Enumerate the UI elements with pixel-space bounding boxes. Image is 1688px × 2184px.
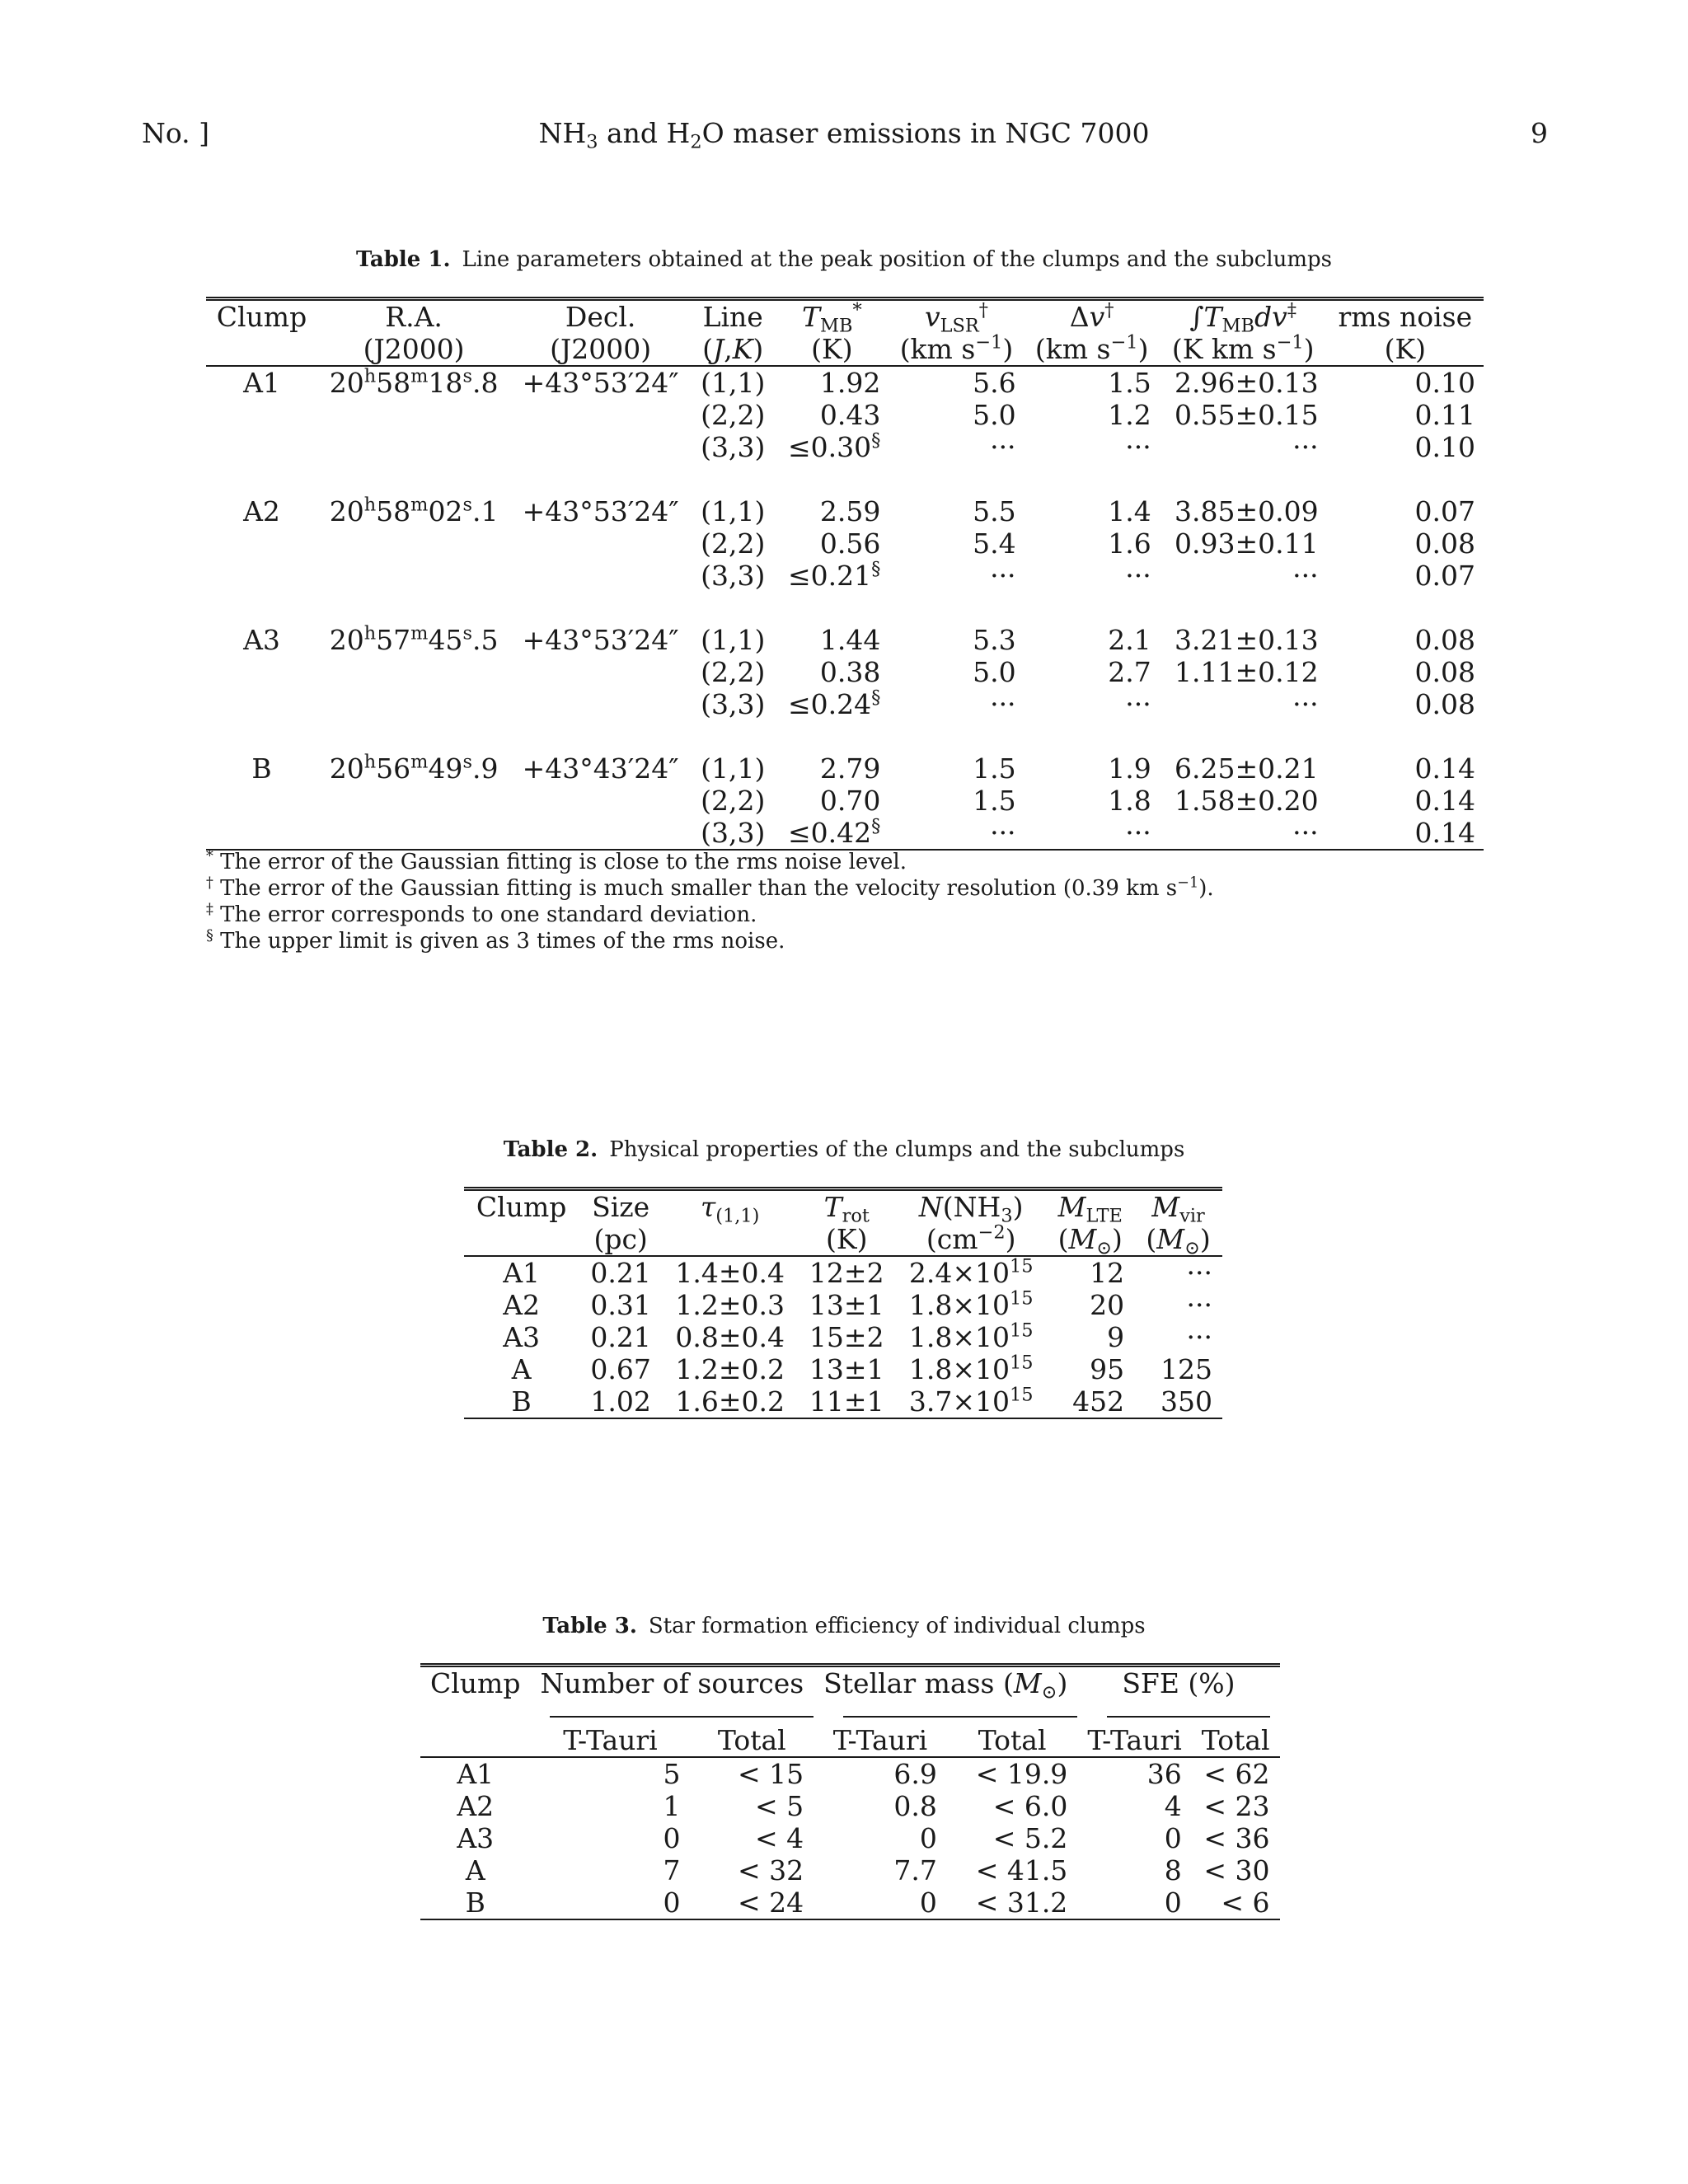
- footnote-2: † The error of the Gaussian fitting is much smaller than the velocity resolution (0.39 km $s^{-1}$).: [206, 874, 1214, 901]
- table-cell: [317, 817, 510, 850]
- table-cell: < 36: [1203, 1822, 1270, 1854]
- table-cell: 1.2±0.2: [675, 1353, 785, 1385]
- t3-sub-ttauri-1: T-Tauri: [563, 1724, 658, 1756]
- table1-units-row: [206, 333, 1484, 366]
- table-cell: 36: [1146, 1758, 1182, 1790]
- table-cell: 0: [919, 1822, 937, 1854]
- table-cell: 350: [1160, 1385, 1212, 1418]
- table-cell: $1.8\times 10^{15}$: [908, 1352, 1034, 1385]
- table-cell: 0.08: [1414, 624, 1475, 656]
- table-cell: [206, 431, 317, 463]
- t2-unit-mvir: $(M_⊙)$: [1146, 1223, 1211, 1259]
- table-cell: 452: [1072, 1385, 1125, 1418]
- table-cell: A2: [503, 1289, 541, 1321]
- table-cell: [510, 431, 691, 463]
- table-cell: [317, 399, 510, 431]
- table-cell: [206, 785, 317, 817]
- table-cell: 2.1: [1108, 624, 1151, 656]
- table1-header-row: [206, 299, 1484, 334]
- table-cell: (1,1): [701, 495, 766, 527]
- running-header-title: $NH_3$ and $H_2O$ maser emissions in NGC 7000: [538, 117, 1150, 153]
- table-cell: 1.4: [1108, 495, 1151, 527]
- table-row: [420, 1822, 1280, 1854]
- table-row: [420, 1757, 1280, 1790]
- table-cell: B: [511, 1385, 532, 1418]
- table-cell: 0.11: [1414, 399, 1475, 431]
- table-cell: A1: [503, 1257, 541, 1289]
- table-cell: +43°53′24″: [522, 495, 679, 527]
- table-cell: 4: [1164, 1790, 1182, 1822]
- table-cell: (2,2): [701, 527, 766, 560]
- table2-body: [464, 1256, 1222, 1418]
- table-row: [464, 1289, 1222, 1321]
- table-cell: 0: [663, 1886, 681, 1919]
- table-cell: 0.43: [819, 399, 881, 431]
- table-cell: 1.11±0.12: [1174, 656, 1319, 688]
- table-cell: [317, 560, 510, 592]
- table-cell: 1: [663, 1790, 681, 1822]
- table-cell: 0.08: [1414, 688, 1475, 720]
- t3-sub-ttauri-3: T-Tauri: [1087, 1724, 1182, 1756]
- t1-unit-dv: (km $s^{-1}$): [1034, 331, 1149, 365]
- t2-col-clump: Clump: [476, 1191, 567, 1223]
- table-cell: (3,3): [701, 560, 766, 592]
- table3-caption: [0, 1614, 1688, 1638]
- t3-group-stellar-mass: Stellar mass $(M_⊙)$: [823, 1667, 1068, 1704]
- table-cell: < 4: [755, 1822, 804, 1854]
- table2-caption-text: Physical properties of the clumps and the subclumps: [609, 1137, 1185, 1162]
- table-cell: A3: [243, 624, 280, 656]
- footnote-1-text: The error of the Gaussian fitting is close to the rms noise level.: [220, 850, 907, 874]
- table-cell: [206, 527, 317, 560]
- t2-col-tau: $\tau_{(1,1)}$: [700, 1191, 760, 1227]
- table-cell: 5.3: [973, 624, 1016, 656]
- table-cell: 0.31: [590, 1289, 651, 1321]
- table-cell: 0.70: [819, 785, 881, 817]
- table-row: [420, 1854, 1280, 1886]
- t3-sub-total-3: Total: [1201, 1724, 1270, 1756]
- table-cell: A: [465, 1854, 485, 1886]
- table-cell: ···: [1292, 817, 1319, 849]
- table-cell: 20$^h$58$^m$02$^s$.1: [329, 494, 499, 527]
- table-cell: A3: [457, 1822, 495, 1854]
- t3-sub-ttauri-2: T-Tauri: [832, 1724, 928, 1756]
- table-cell: < 62: [1203, 1758, 1270, 1790]
- table3: [420, 1663, 1280, 1920]
- table-cell: B: [251, 752, 272, 785]
- table-cell: 1.4±0.4: [675, 1257, 785, 1289]
- t2-col-mvir: $M_{vir}$: [1151, 1191, 1205, 1227]
- table-cell: 1.8: [1108, 785, 1151, 817]
- t3-col-clump: Clump: [430, 1667, 521, 1699]
- table-cell: [317, 688, 510, 720]
- table-row: [206, 431, 1484, 463]
- table-row: [206, 785, 1484, 817]
- table-row: [420, 1790, 1280, 1822]
- table-cell: $1.8\times 10^{15}$: [908, 1287, 1034, 1321]
- table-row: [206, 495, 1484, 527]
- table-cell: ···: [1125, 431, 1151, 463]
- t1-col-rms: rms noise: [1338, 301, 1473, 333]
- table-cell: 0.14: [1414, 785, 1475, 817]
- table-cell: [510, 527, 691, 560]
- table-cell: 5: [663, 1758, 681, 1790]
- table-row: [464, 1256, 1222, 1289]
- table2-caption: [0, 1137, 1688, 1162]
- table3-group-row: [420, 1666, 1280, 1700]
- table-cell: 5.0: [973, 656, 1016, 688]
- table-cell: ···: [1186, 1321, 1212, 1353]
- table1-caption-text: Line parameters obtained at the peak position of the clumps and the subclumps: [462, 247, 1332, 272]
- table-cell: +43°43′24″: [522, 752, 679, 785]
- table-cell: 11±1: [809, 1385, 884, 1418]
- table-cell: 7.7: [893, 1854, 937, 1886]
- table-cell: [206, 688, 317, 720]
- table-cell: 2.96±0.13: [1174, 367, 1319, 399]
- table-cell: 0.10: [1414, 431, 1475, 463]
- table-row: [464, 1353, 1222, 1385]
- table-cell: (3,3): [701, 431, 766, 463]
- table-cell: < 15: [738, 1758, 804, 1790]
- table-cell: 0.14: [1414, 752, 1475, 785]
- table-cell: 0.56: [819, 527, 881, 560]
- table-row: [206, 560, 1484, 592]
- footnote-3-text: The error corresponds to one standard deviation.: [220, 902, 757, 927]
- table1-caption: [0, 247, 1688, 272]
- t1-col-dv: Δv†: [1069, 299, 1114, 333]
- table-cell: ···: [1292, 431, 1319, 463]
- t3-sub-total-2: Total: [978, 1724, 1047, 1756]
- table2-label: Table 2.: [503, 1137, 598, 1162]
- table-cell: < 23: [1203, 1790, 1270, 1822]
- table-cell: A3: [503, 1321, 541, 1353]
- t1-unit-ra: (J2000): [363, 333, 465, 365]
- table-cell: +43°53′24″: [522, 624, 679, 656]
- table1-spacer: [206, 463, 1484, 495]
- table2-units-row: [464, 1223, 1222, 1256]
- table-cell: (3,3): [701, 688, 766, 720]
- table-cell: ···: [990, 817, 1016, 849]
- t2-col-mlte: $M_{LTE}$: [1057, 1191, 1123, 1227]
- table-cell: ···: [1292, 688, 1319, 720]
- table-cell: 1.6: [1108, 527, 1151, 560]
- table-cell: ···: [990, 688, 1016, 720]
- table-cell: [510, 817, 691, 850]
- t1-unit-line: (J,K): [702, 333, 764, 365]
- table-cell: (2,2): [701, 399, 766, 431]
- table-cell: 0.07: [1414, 495, 1475, 527]
- table-cell: 1.5: [973, 752, 1016, 785]
- table-row: [206, 527, 1484, 560]
- table-cell: ···: [1292, 560, 1319, 592]
- table-cell: A2: [243, 495, 280, 527]
- table-cell: 0.14: [1414, 817, 1475, 849]
- table-cell: < 24: [738, 1886, 804, 1919]
- table-cell: 5.6: [973, 367, 1016, 399]
- table-cell: [206, 656, 317, 688]
- t1-col-clump: Clump: [216, 301, 307, 333]
- table-cell: < 31.2: [975, 1886, 1068, 1919]
- table-cell: 0.8±0.4: [675, 1321, 785, 1353]
- footnote-4-text: The upper limit is given as 3 times of the rms noise.: [220, 929, 785, 954]
- table1-spacer: [206, 592, 1484, 624]
- table-cell: ≤0.42§: [788, 815, 881, 849]
- table-cell: $2.4\times 10^{15}$: [908, 1255, 1034, 1289]
- table-cell: A: [511, 1353, 532, 1385]
- table-cell: 125: [1160, 1353, 1212, 1385]
- table-cell: (1,1): [701, 752, 766, 785]
- table-cell: [317, 527, 510, 560]
- t3-group-rule-1: [550, 1706, 814, 1718]
- table-cell: B: [465, 1886, 485, 1919]
- table-cell: 0.8: [893, 1790, 937, 1822]
- t2-unit-mlte: $(M_⊙)$: [1057, 1223, 1123, 1259]
- table-cell: 8: [1164, 1854, 1182, 1886]
- table-cell: < 41.5: [975, 1854, 1068, 1886]
- page-number: 9: [1531, 117, 1548, 149]
- table-cell: 15±2: [809, 1321, 884, 1353]
- table-cell: [206, 560, 317, 592]
- table-cell: 0.08: [1414, 527, 1475, 560]
- table-cell: < 30: [1203, 1854, 1270, 1886]
- table-cell: ···: [990, 431, 1016, 463]
- table-row: [206, 817, 1484, 850]
- table-cell: ···: [1125, 560, 1151, 592]
- table-cell: 20$^h$58$^m$18$^s$.8: [329, 365, 499, 399]
- table-cell: 0.08: [1414, 656, 1475, 688]
- table-cell: < 5.2: [992, 1822, 1068, 1854]
- footnote-3: ‡ The error corresponds to one standard deviation.: [206, 901, 757, 927]
- table-cell: [510, 399, 691, 431]
- table1-body: [206, 366, 1484, 850]
- table-cell: A2: [457, 1790, 495, 1822]
- table1-footnotes: [206, 849, 1214, 954]
- table-cell: 5.5: [973, 495, 1016, 527]
- table-row: [206, 656, 1484, 688]
- table-cell: 0.07: [1414, 560, 1475, 592]
- table-cell: 5.4: [973, 527, 1016, 560]
- t2-unit-trot: (K): [826, 1223, 868, 1255]
- t1-unit-rms: (K): [1384, 333, 1426, 365]
- t2-unit-column-density: $(cm^{-2})$: [926, 1221, 1016, 1255]
- table-cell: +43°53′24″: [522, 367, 679, 399]
- table-cell: [317, 656, 510, 688]
- table-cell: $1.8\times 10^{15}$: [908, 1319, 1034, 1353]
- table-cell: 6.9: [893, 1758, 937, 1790]
- table-cell: 1.2: [1108, 399, 1151, 431]
- table-cell: 6.25±0.21: [1174, 752, 1319, 785]
- table-row: [206, 752, 1484, 785]
- t3-group-rule-2: [843, 1706, 1077, 1718]
- table1-spacer: [206, 720, 1484, 752]
- table-cell: < 6: [1221, 1886, 1270, 1919]
- table-cell: A1: [243, 367, 280, 399]
- table-cell: (1,1): [701, 624, 766, 656]
- table-cell: A1: [457, 1758, 495, 1790]
- table-cell: (3,3): [701, 817, 766, 849]
- t1-col-decl: Decl.: [565, 301, 636, 333]
- table-cell: $3.7\times 10^{15}$: [908, 1384, 1034, 1418]
- table-cell: [510, 785, 691, 817]
- table-cell: 0: [1164, 1822, 1182, 1854]
- table-cell: 3.21±0.13: [1174, 624, 1319, 656]
- table-cell: (2,2): [701, 656, 766, 688]
- table-row: [206, 366, 1484, 399]
- table-cell: < 6.0: [992, 1790, 1068, 1822]
- table-cell: 7: [663, 1854, 681, 1886]
- table-cell: [206, 399, 317, 431]
- table-cell: 0.93±0.11: [1174, 527, 1319, 560]
- table-cell: ···: [1125, 817, 1151, 849]
- table-cell: < 19.9: [975, 1758, 1068, 1790]
- table1: [206, 297, 1484, 851]
- table-cell: [510, 688, 691, 720]
- table-cell: 12±2: [809, 1257, 884, 1289]
- table-cell: (2,2): [701, 785, 766, 817]
- t1-col-integral: $\int T_{MB}dv^\ddagger$: [1189, 299, 1297, 337]
- t3-sub-total-1: Total: [717, 1724, 786, 1756]
- table-cell: (1,1): [701, 367, 766, 399]
- table-cell: 20$^h$57$^m$45$^s$.5: [329, 622, 499, 656]
- footnote-4: § The upper limit is given as 3 times of the rms noise.: [206, 927, 785, 954]
- table-row: [206, 624, 1484, 656]
- table-cell: 1.9: [1108, 752, 1151, 785]
- table-cell: ···: [1186, 1257, 1212, 1289]
- table-cell: 20: [1090, 1289, 1125, 1321]
- running-header-left: No. ]: [142, 117, 210, 149]
- t1-col-vlsr: $v_{LSR}^\dagger$: [924, 299, 988, 337]
- table-cell: [510, 656, 691, 688]
- table-cell: 1.92: [819, 367, 881, 399]
- table2: [464, 1187, 1222, 1419]
- table-cell: 1.44: [819, 624, 881, 656]
- table-cell: ···: [1125, 688, 1151, 720]
- table-cell: < 5: [755, 1790, 804, 1822]
- table-cell: 9: [1107, 1321, 1125, 1353]
- table-cell: 0.67: [590, 1353, 651, 1385]
- table-cell: 1.5: [1108, 367, 1151, 399]
- table-cell: 0.21: [590, 1257, 651, 1289]
- table-cell: 3.85±0.09: [1174, 495, 1319, 527]
- table-row: [464, 1321, 1222, 1353]
- table-cell: 0.21: [590, 1321, 651, 1353]
- table3-subheader-row: [420, 1724, 1280, 1757]
- t2-col-column-density: $N(NH_3)$: [918, 1191, 1024, 1227]
- t1-col-tmb: $T_{MB}^*$: [802, 299, 862, 337]
- table-cell: 0.38: [819, 656, 881, 688]
- table-row: [206, 688, 1484, 720]
- t1-col-line: Line: [702, 301, 763, 333]
- table-cell: 0: [919, 1886, 937, 1919]
- t3-group-sources: Number of sources: [540, 1667, 804, 1699]
- table-cell: [317, 785, 510, 817]
- table-cell: 0: [663, 1822, 681, 1854]
- t2-unit-size: (pc): [593, 1223, 648, 1255]
- table-cell: 95: [1090, 1353, 1125, 1385]
- table-cell: 1.6±0.2: [675, 1385, 785, 1418]
- t2-col-trot: $T_{rot}$: [823, 1191, 870, 1227]
- table-cell: ···: [1186, 1289, 1212, 1321]
- table-cell: 1.58±0.20: [1174, 785, 1319, 817]
- table3-rule-row: [420, 1699, 1280, 1724]
- table-cell: 2.59: [819, 495, 881, 527]
- table-cell: 20$^h$56$^m$49$^s$.9: [329, 751, 499, 785]
- t3-group-rule-3: [1107, 1706, 1269, 1718]
- table-row: [420, 1886, 1280, 1919]
- table-cell: ≤0.24§: [788, 687, 881, 720]
- table-cell: 12: [1090, 1257, 1125, 1289]
- table-cell: < 32: [738, 1854, 804, 1886]
- table-cell: ···: [990, 560, 1016, 592]
- table-cell: ≤0.30§: [788, 429, 881, 463]
- table-cell: 2.79: [819, 752, 881, 785]
- table-cell: 1.02: [590, 1385, 651, 1418]
- table-cell: 5.0: [973, 399, 1016, 431]
- table-cell: [206, 817, 317, 850]
- table3-caption-text: Star formation efficiency of individual clumps: [648, 1614, 1146, 1638]
- table-cell: [317, 431, 510, 463]
- t1-unit-integral: (K km $s^{-1}$): [1171, 331, 1315, 365]
- table-row: [206, 399, 1484, 431]
- t2-col-size: Size: [592, 1191, 650, 1223]
- table-cell: 0.55±0.15: [1174, 399, 1319, 431]
- table1-label: Table 1.: [356, 247, 451, 272]
- t1-unit-vlsr: (km $s^{-1}$): [899, 331, 1014, 365]
- table3-body: [420, 1757, 1280, 1919]
- table-cell: 2.7: [1108, 656, 1151, 688]
- table-cell: ≤0.21§: [788, 558, 881, 592]
- table-cell: 13±1: [809, 1353, 884, 1385]
- table-cell: 13±1: [809, 1289, 884, 1321]
- table-cell: [510, 560, 691, 592]
- table-cell: 0: [1164, 1886, 1182, 1919]
- table-cell: 1.2±0.3: [675, 1289, 785, 1321]
- footnote-1: * The error of the Gaussian fitting is close to the rms noise level.: [206, 848, 907, 874]
- table-cell: 1.5: [973, 785, 1016, 817]
- t1-unit-decl: (J2000): [550, 333, 652, 365]
- t3-group-sfe: SFE (%): [1122, 1667, 1236, 1699]
- table3-label: Table 3.: [542, 1614, 637, 1638]
- t1-col-ra: R.A.: [385, 301, 443, 333]
- t1-unit-tmb: (K): [811, 333, 853, 365]
- table2-header-row: [464, 1189, 1222, 1224]
- table-cell: 0.10: [1414, 367, 1475, 399]
- table-row: [464, 1385, 1222, 1418]
